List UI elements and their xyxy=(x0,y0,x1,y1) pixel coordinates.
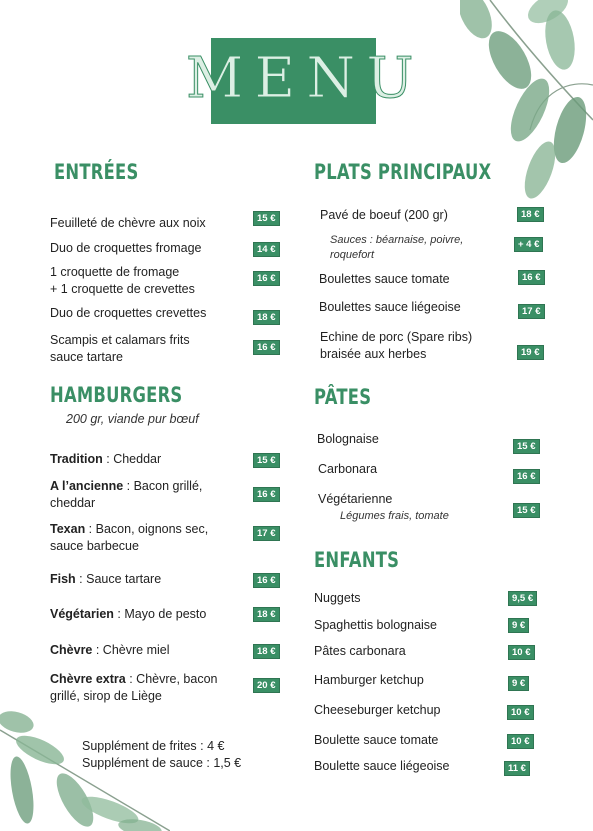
menu-item-name-line2: sauce tartare xyxy=(50,350,123,364)
price-badge: 10 € xyxy=(507,734,534,749)
menu-item-name: Duo de croquettes fromage xyxy=(50,241,202,255)
menu-item-name: Boulettes sauce liégeoise xyxy=(319,300,461,314)
menu-title-block xyxy=(186,38,425,124)
menu-item-name: Boulettes sauce tomate xyxy=(319,272,450,286)
price-badge: 18 € xyxy=(517,207,544,222)
section-title-hamburgers: HAMBURGERS xyxy=(50,383,183,407)
price-badge: 19 € xyxy=(517,345,544,360)
section-title-plats: PLATS PRINCIPAUX xyxy=(314,160,492,184)
menu-item-sub-line2: roquefort xyxy=(330,249,375,261)
price-badge: 10 € xyxy=(508,645,535,660)
menu-item-name: Tradition : Cheddar xyxy=(50,452,162,466)
menu-item-name: Nuggets xyxy=(314,591,361,605)
section-title-enfants: ENFANTS xyxy=(314,548,400,572)
price-badge: 18 € xyxy=(253,644,280,659)
menu-item-name: Pavé de boeuf (200 gr) xyxy=(320,208,448,222)
menu-item-name: Spaghettis bolognaise xyxy=(314,618,438,632)
menu-item-name: Echine de porc (Spare ribs) xyxy=(320,330,473,344)
price-badge: 16 € xyxy=(253,573,280,588)
section-title-entrees: ENTRÉES xyxy=(54,160,139,184)
menu-item-name: Fish : Sauce tartare xyxy=(50,572,162,586)
menu-item-name: Végétarien : Mayo de pesto xyxy=(50,607,207,621)
price-badge: 16 € xyxy=(513,469,540,484)
price-badge: 15 € xyxy=(253,211,280,226)
supplement-sauce: Supplément de sauce : 1,5 € xyxy=(82,756,242,770)
price-badge: 11 € xyxy=(504,761,530,776)
price-badge: 15 € xyxy=(253,453,280,468)
menu-item-name: Boulette sauce tomate xyxy=(314,733,439,747)
menu-item-name-line2: + 1 croquette de crevettes xyxy=(50,282,195,296)
menu-item-name: Cheeseburger ketchup xyxy=(314,703,441,717)
price-badge: 17 € xyxy=(253,526,280,541)
section-title-pates: PÂTES xyxy=(314,385,372,409)
page-title: MENU xyxy=(186,46,425,111)
price-badge: 14 € xyxy=(253,242,280,257)
supplement-fries: Supplément de frites : 4 € xyxy=(82,739,225,753)
menu-item-name: Bolognaise xyxy=(317,432,379,446)
price-badge: 16 € xyxy=(253,271,280,286)
menu-item-name-line2: braisée aux herbes xyxy=(320,347,427,361)
menu-item-name: A l’ancienne : Bacon grillé, xyxy=(50,479,203,493)
hamburgers-note: 200 gr, viande pur bœuf xyxy=(66,412,199,426)
menu-item-name: Texan : Bacon, oignons sec, xyxy=(50,522,209,536)
menu-item-name: Scampis et calamars frits xyxy=(50,333,190,347)
menu-item-name-line2: cheddar xyxy=(50,496,96,510)
menu-item-name: Feuilleté de chèvre aux noix xyxy=(50,216,206,230)
menu-item-name: Chèvre extra : Chèvre, bacon xyxy=(50,672,218,686)
price-badge: 20 € xyxy=(253,678,280,693)
price-badge: 15 € xyxy=(513,503,540,518)
menu-item-name: Pâtes carbonara xyxy=(314,644,406,658)
menu-item-name: Carbonara xyxy=(318,462,378,476)
price-badge: 10 € xyxy=(507,705,534,720)
menu-item-name-line2: grillé, sirop de Liège xyxy=(50,689,162,703)
price-badge: 16 € xyxy=(253,487,280,502)
menu-item-name: Chèvre : Chèvre miel xyxy=(50,643,170,657)
menu-item-name: 1 croquette de fromage xyxy=(50,265,180,279)
price-badge: 16 € xyxy=(518,270,545,285)
price-badge: 18 € xyxy=(253,607,280,622)
menu-item-name: Hamburger ketchup xyxy=(314,673,424,687)
menu-item-sub: Légumes frais, tomate xyxy=(340,510,449,522)
price-badge: 9 € xyxy=(508,676,529,691)
price-badge: + 4 € xyxy=(514,237,543,252)
price-badge: 17 € xyxy=(518,304,545,319)
menu-item-name: Végétarienne xyxy=(318,492,393,506)
price-badge: 18 € xyxy=(253,310,280,325)
menu-item-sub: Sauces : béarnaise, poivre, xyxy=(330,234,464,246)
price-badge: 15 € xyxy=(513,439,540,454)
price-badge: 9 € xyxy=(508,618,529,633)
price-badge: 9,5 € xyxy=(508,591,537,606)
price-badge: 16 € xyxy=(253,340,280,355)
menu-item-name: Duo de croquettes crevettes xyxy=(50,306,207,320)
menu-item-name-line2: sauce barbecue xyxy=(50,539,139,553)
menu-item-name: Boulette sauce liégeoise xyxy=(314,759,450,773)
